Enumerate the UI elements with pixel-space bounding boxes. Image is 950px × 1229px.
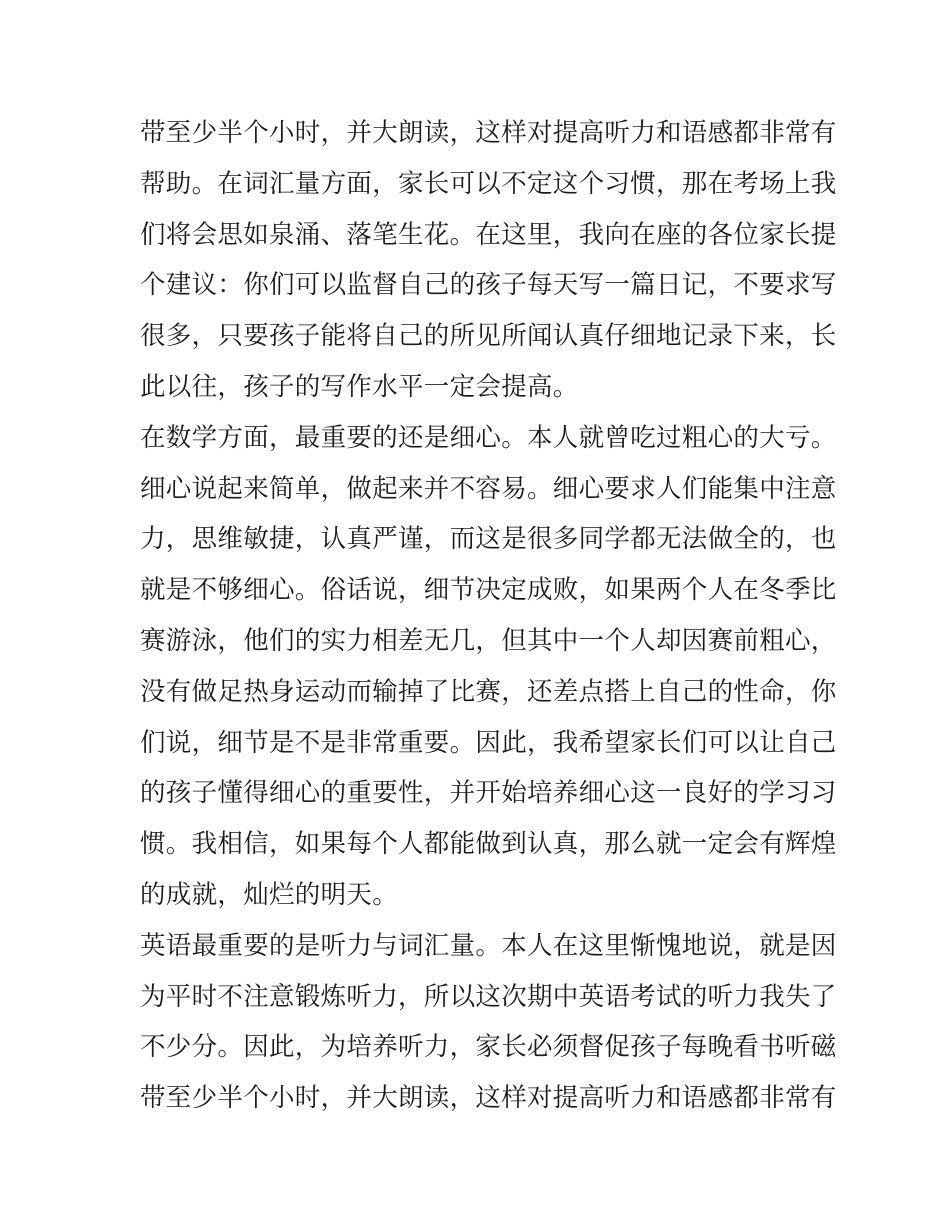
text-line-10: 就是不够细心。俗话说，细节决定成败，如果两个人在冬季比: [140, 575, 837, 606]
text-line-8: 细心说起来简单，做起来并不容易。细心要求人们能集中注意: [140, 473, 837, 504]
text-line-4: 个建议：你们可以监督自己的孩子每天写一篇日记，不要求写: [140, 270, 837, 301]
text-line-3: 们将会思如泉涌、落笔生花。在这里，我向在座的各位家长提: [140, 219, 837, 250]
text-line-5: 很多，只要孩子能将自己的所见所闻认真仔细地记录下来，长: [140, 321, 837, 352]
text-line-13: 们说，细节是不是非常重要。因此，我希望家长们可以让自己: [140, 727, 837, 758]
text-line-20: 带至少半个小时，并大朗读，这样对提高听力和语感都非常有: [140, 1083, 837, 1114]
text-line-12: 没有做足热身运动而输掉了比赛，还差点搭上自己的性命，你: [140, 676, 837, 707]
text-line-18: 为平时不注意锻炼听力，所以这次期中英语考试的听力我失了: [140, 981, 837, 1012]
text-line-6: 此以往，孩子的写作水平一定会提高。: [140, 371, 579, 402]
text-line-9: 力，思维敏捷，认真严谨，而这是很多同学都无法做全的，也: [140, 524, 837, 555]
text-line-15: 惯。我相信，如果每个人都能做到认真，那么就一定会有辉煌: [140, 829, 837, 860]
text-line-16: 的成就，灿烂的明天。: [140, 879, 399, 910]
text-line-7: 在数学方面，最重要的还是细心。本人就曾吃过粗心的大亏。: [140, 422, 837, 453]
body-text: [140, 108, 837, 1124]
text-line-19: 不少分。因此，为培养听力，家长必须督促孩子每晚看书听磁: [140, 1032, 837, 1063]
text-line-14: 的孩子懂得细心的重要性，并开始培养细心这一良好的学习习: [140, 778, 837, 809]
text-line-2: 帮助。在词汇量方面，家长可以不定这个习惯，那在考场上我: [140, 168, 837, 199]
text-line-17: 英语最重要的是听力与词汇量。本人在这里惭愧地说，就是因: [140, 930, 837, 961]
text-line-11: 赛游泳，他们的实力相差无几，但其中一个人却因赛前粗心，: [140, 625, 837, 656]
text-line-1: 带至少半个小时，并大朗读，这样对提高听力和语感都非常有: [140, 118, 837, 148]
